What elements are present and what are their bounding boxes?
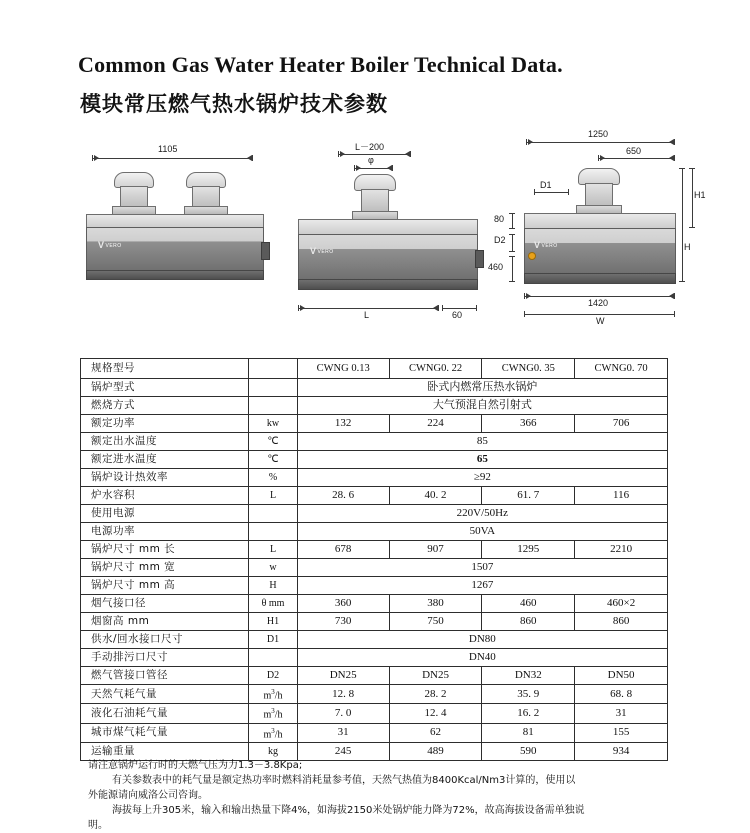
row-value: 12. 4: [389, 704, 482, 723]
row-value: 2210: [575, 541, 668, 559]
dim-label-h1: H1: [694, 190, 706, 200]
row-label: 城市煤气耗气量: [81, 723, 249, 742]
header-cwng013: CWNG 0.13: [297, 359, 389, 379]
row-value: 224: [389, 415, 482, 433]
row-label: 锅炉尺寸 mm 长: [81, 541, 249, 559]
table-row: [81, 451, 668, 469]
table-row: [81, 613, 668, 631]
table-row: [81, 505, 668, 523]
table-row: [81, 469, 668, 487]
dim-label-1420: 1420: [588, 298, 609, 308]
brand-logo: VVERO: [98, 240, 122, 250]
row-value: 28. 2: [389, 685, 482, 704]
boiler-base: [298, 279, 478, 290]
dim-label-d1: D1: [540, 180, 552, 190]
dim-label-w: W: [596, 316, 605, 326]
row-value: 116: [575, 487, 668, 505]
boiler-base: [86, 270, 264, 280]
boiler-base: [524, 273, 676, 284]
row-symbol: $m^3/h$: [249, 723, 297, 742]
row-symbol: [249, 649, 297, 667]
row-value: 860: [575, 613, 668, 631]
boiler-body: [298, 234, 478, 282]
gas-inlet-marker: [528, 252, 536, 260]
row-value-merged: DN40: [297, 649, 667, 667]
row-value: 590: [482, 742, 575, 760]
table-row: [81, 595, 668, 613]
page-title-chinese: 模块常压燃气热水锅炉技术参数: [80, 92, 388, 116]
table-row: [81, 704, 668, 723]
row-label: 燃烧方式: [81, 397, 249, 415]
boiler-side-tab: [475, 250, 484, 268]
row-label: 液化石油耗气量: [81, 704, 249, 723]
row-label: 锅炉尺寸 mm 宽: [81, 559, 249, 577]
footnote-line: 外能源请向威洛公司咨询。: [88, 790, 208, 801]
row-label: 电源功率: [81, 523, 249, 541]
row-value: 12. 8: [297, 685, 389, 704]
row-value-merged: 65: [297, 451, 667, 469]
row-symbol: θ mm: [249, 595, 297, 613]
row-value: 460: [482, 595, 575, 613]
dim-label-1250: 1250: [588, 129, 609, 139]
row-label: 燃气管接口管径: [81, 667, 249, 685]
row-value-merged: 50VA: [297, 523, 667, 541]
row-label: 供水/回水接口尺寸: [81, 631, 249, 649]
boiler-side-tab: [261, 242, 270, 260]
footnote-line: 海拔每上升305米，输入和输出热量下降4%，如海拔2150米处锅炉能力降为72%，故高海拔设备需单独说: [112, 805, 585, 816]
row-symbol: H1: [249, 613, 297, 631]
brand-logo: VVERO: [534, 240, 558, 250]
footnote-line: 请注意锅炉运行时的天燃气压为力1.3－3.8Kpa;: [88, 760, 303, 771]
row-symbol: $m^3/h$: [249, 685, 297, 704]
row-value: 62: [389, 723, 482, 742]
row-symbol: [249, 379, 297, 397]
row-value-merged: 大气预混自然引射式: [297, 397, 667, 415]
table-row: [81, 685, 668, 704]
row-label: 烟气接口径: [81, 595, 249, 613]
row-value: 40. 2: [389, 487, 482, 505]
dim-label-1105: 1105: [158, 144, 178, 154]
table-row: [81, 523, 668, 541]
dim-label-h: H: [684, 242, 691, 252]
row-value: 35. 9: [482, 685, 575, 704]
row-value-merged: 85: [297, 433, 667, 451]
row-label: 烟窗高 mm: [81, 613, 249, 631]
row-value: 489: [389, 742, 482, 760]
dim-label-d2: D2: [494, 235, 506, 245]
row-label: 天然气耗气量: [81, 685, 249, 704]
table-row: [81, 415, 668, 433]
row-value: 16. 2: [482, 704, 575, 723]
table-row: [81, 577, 668, 595]
row-symbol: D1: [249, 631, 297, 649]
row-label: 炉水容积: [81, 487, 249, 505]
header-model: 规格型号: [81, 359, 249, 379]
row-symbol: kw: [249, 415, 297, 433]
row-label: 锅炉型式: [81, 379, 249, 397]
technical-drawings: [78, 129, 706, 345]
row-symbol: w: [249, 559, 297, 577]
header-cwng035: CWNG0. 35: [482, 359, 575, 379]
row-value: 31: [297, 723, 389, 742]
row-symbol: [249, 505, 297, 523]
row-value: 31: [575, 704, 668, 723]
row-symbol: D2: [249, 667, 297, 685]
header-symbol: [249, 359, 297, 379]
row-label: 锅炉尺寸 mm 高: [81, 577, 249, 595]
row-value: 860: [482, 613, 575, 631]
row-symbol: kg: [249, 742, 297, 760]
dim-label-l: L: [364, 310, 370, 320]
table-row: [81, 723, 668, 742]
dim-label-phi: φ: [368, 155, 374, 165]
row-label: 使用电源: [81, 505, 249, 523]
row-value-merged: 220V/50Hz: [297, 505, 667, 523]
row-symbol: [249, 397, 297, 415]
footnote-line: 明。: [88, 820, 108, 831]
boiler-body: [86, 227, 264, 273]
row-value-merged: DN80: [297, 631, 667, 649]
row-value: 81: [482, 723, 575, 742]
row-symbol: L: [249, 541, 297, 559]
footnote-line: 有关参数表中的耗气量是额定热功率时燃料消耗量参考值，天然气热值为8400Kcal/Nm3计算的，使用以: [112, 775, 576, 786]
row-value: 28. 6: [297, 487, 389, 505]
row-value: 1295: [482, 541, 575, 559]
row-value: 706: [575, 415, 668, 433]
row-value: 380: [389, 595, 482, 613]
table-row: [81, 631, 668, 649]
dim-label-60: 60: [452, 310, 463, 320]
table-row: [81, 649, 668, 667]
table-header-row: [81, 359, 668, 379]
row-value-merged: 1507: [297, 559, 667, 577]
row-value-merged: 1267: [297, 577, 667, 595]
row-value: 61. 7: [482, 487, 575, 505]
row-symbol: $m^3/h$: [249, 704, 297, 723]
row-label: 额定出水温度: [81, 433, 249, 451]
page-title-english: Common Gas Water Heater Boiler Technical Data.: [78, 52, 563, 77]
drawing-view-side: [488, 124, 706, 339]
row-value-merged: ≥92: [297, 469, 667, 487]
row-value: 7. 0: [297, 704, 389, 723]
row-value: 934: [575, 742, 668, 760]
specifications-table: [80, 358, 668, 761]
row-value: 678: [297, 541, 389, 559]
table-row: [81, 541, 668, 559]
row-value: 907: [389, 541, 482, 559]
row-value: 68. 8: [575, 685, 668, 704]
table-row: [81, 397, 668, 415]
boiler-body: [524, 228, 676, 276]
brand-logo: VVERO: [310, 246, 334, 256]
footnotes: [88, 758, 668, 833]
table-row: [81, 379, 668, 397]
row-value: 750: [389, 613, 482, 631]
row-label: 额定功率: [81, 415, 249, 433]
row-symbol: [249, 523, 297, 541]
row-label: 锅炉设计热效率: [81, 469, 249, 487]
table-row: [81, 667, 668, 685]
row-value: 366: [482, 415, 575, 433]
row-symbol: L: [249, 487, 297, 505]
row-value: 360: [297, 595, 389, 613]
row-symbol: ℃: [249, 433, 297, 451]
header-cwng070: CWNG0. 70: [575, 359, 668, 379]
row-label: 手动排污口尺寸: [81, 649, 249, 667]
row-value: DN32: [482, 667, 575, 685]
row-value: DN50: [575, 667, 668, 685]
row-value: DN25: [389, 667, 482, 685]
dim-label-460: 460: [488, 262, 504, 272]
row-value: 460×2: [575, 595, 668, 613]
row-symbol: H: [249, 577, 297, 595]
drawing-view-single-chimney: [292, 130, 492, 340]
row-value: 132: [297, 415, 389, 433]
row-label: 额定进水温度: [81, 451, 249, 469]
row-value: 155: [575, 723, 668, 742]
row-value: DN25: [297, 667, 389, 685]
row-symbol: ℃: [249, 451, 297, 469]
row-value: 245: [297, 742, 389, 760]
dim-label-650: 650: [626, 146, 642, 156]
header-cwng022: CWNG0. 22: [389, 359, 482, 379]
row-value: 730: [297, 613, 389, 631]
row-value-merged: 卧式内燃常压热水锅炉: [297, 379, 667, 397]
table-row: [81, 433, 668, 451]
row-symbol: %: [249, 469, 297, 487]
row-label: 运输重量: [81, 742, 249, 760]
dim-label-l-200: L－200: [355, 142, 385, 152]
drawing-view-double-chimney: [78, 130, 278, 330]
table-row: [81, 559, 668, 577]
table-row: [81, 487, 668, 505]
dim-label-80: 80: [494, 214, 505, 224]
